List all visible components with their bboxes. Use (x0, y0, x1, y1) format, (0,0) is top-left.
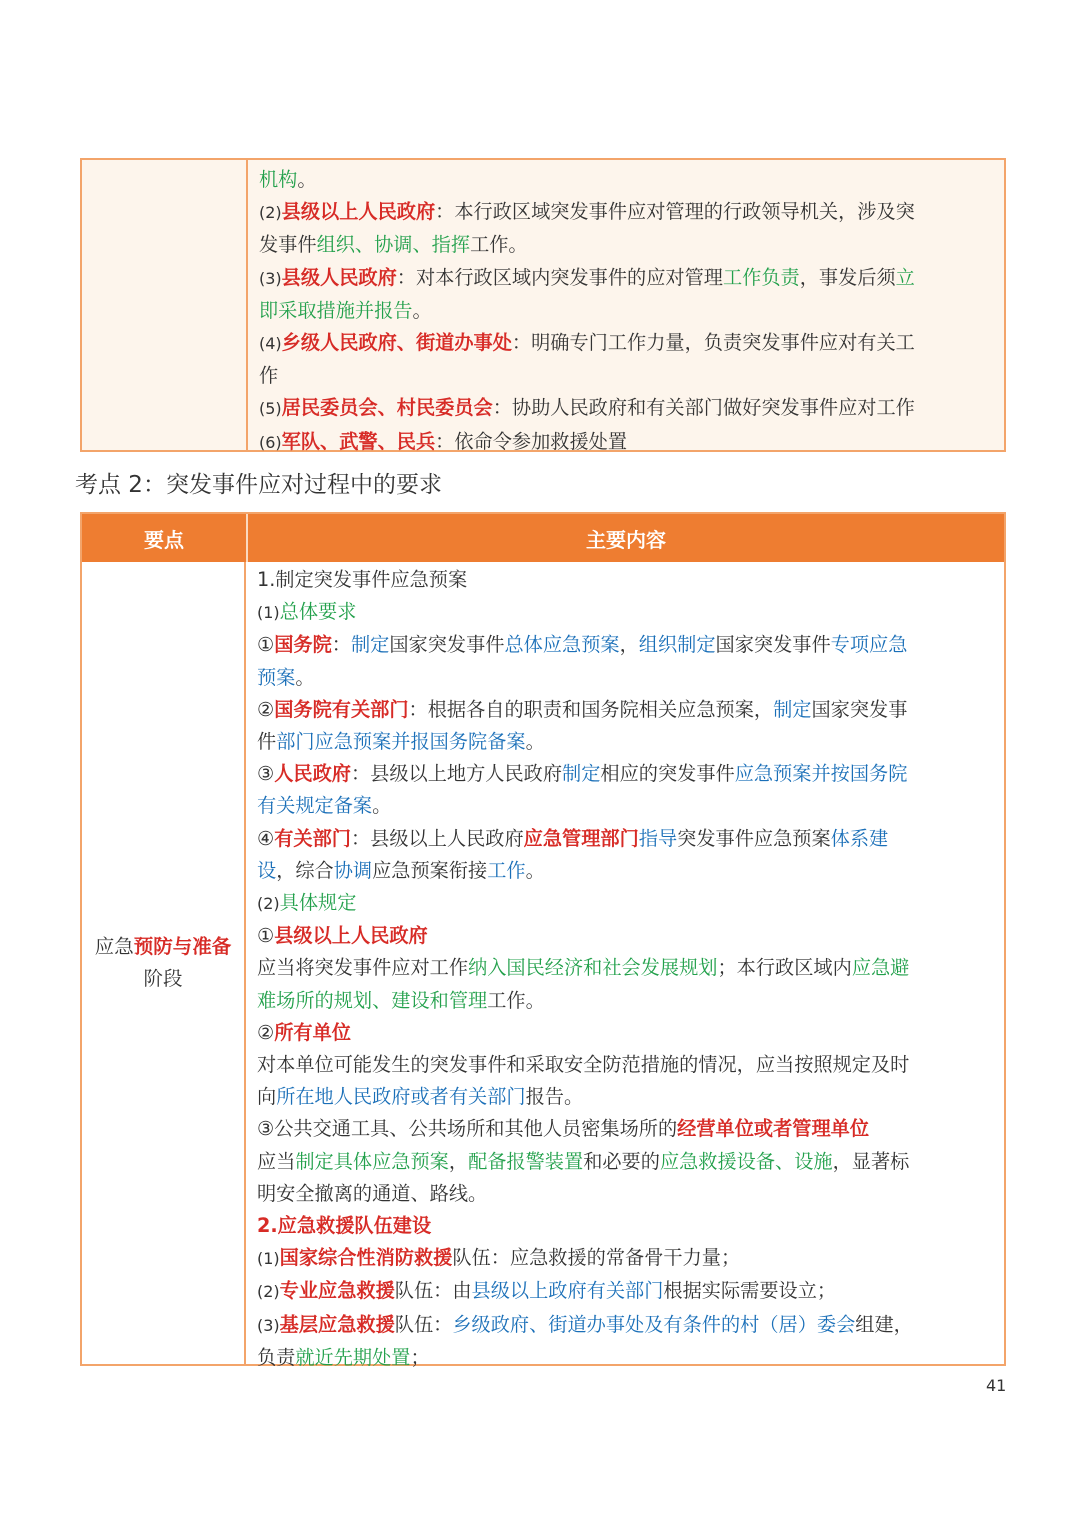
text-run: 作 (259, 364, 279, 388)
requirements-table (80, 512, 1006, 1369)
text-run: 组织制定 (638, 633, 716, 657)
text-line (257, 1342, 994, 1374)
text-run: 明安全撤离的通道、路线。 (257, 1181, 488, 1205)
text-line (259, 327, 994, 360)
text-run: ：协助人民政府和有关部门做好突发事件应对工作 (492, 396, 915, 420)
stage-text-run: 阶段 (143, 967, 183, 990)
section-title: 考点 2：突发事件应对过程中的要求 (75, 472, 442, 498)
text-run: 即采取措施并报告 (259, 298, 413, 322)
text-line (257, 1275, 994, 1308)
text-line (257, 887, 994, 920)
text-run: 基层应急救援 (279, 1312, 395, 1336)
text-line (257, 1081, 994, 1113)
text-run: 专业应急救援 (279, 1279, 395, 1303)
text-run: 立 (895, 265, 915, 289)
text-run: ， (619, 633, 639, 657)
text-run: 经营单位或者管理单位 (677, 1117, 870, 1141)
text-run: ：明确专门工作力量，负责突发事件应对有关工 (511, 331, 915, 355)
text-line (259, 262, 994, 295)
text-run: 国家综合性消防救援 (279, 1246, 453, 1270)
text-line (257, 1017, 994, 1049)
header-main-content: 主要内容 (586, 527, 666, 552)
text-run: ：本行政区域突发事件应对管理的行政领导机关，涉及突 (435, 200, 915, 224)
text-run: 制定具体应急预案 (295, 1149, 449, 1173)
text-run: 队伍：由 (394, 1279, 472, 1303)
text-run: 相应的突发事件 (600, 762, 735, 786)
text-run: 。 (297, 168, 317, 191)
text-line (257, 1113, 994, 1145)
text-run: 应急预案并按国务院 (734, 762, 908, 786)
text-run: ③公共交通工具、公共场所和其他人员密集场所的 (257, 1117, 678, 1141)
text-run: 工作 (487, 858, 526, 882)
text-run: (3) (259, 268, 282, 288)
text-run: 难场所的规划、建设和管理 (257, 988, 488, 1012)
text-line (257, 662, 994, 694)
text-run: 报告。 (525, 1085, 584, 1109)
text-run: 和必要的 (583, 1149, 660, 1173)
table-header-row (82, 514, 1004, 562)
text-line (257, 1146, 994, 1178)
text-run: 总体要求 (279, 600, 357, 624)
text-run: 国家突发事件 (389, 633, 505, 657)
text-run: 根据实际需要设立； (663, 1279, 837, 1303)
text-line (257, 694, 994, 726)
text-run: 2.应急救援队伍建设 (257, 1214, 432, 1238)
text-run: ：根据各自的职责和国务院相关应急预案， (408, 697, 774, 721)
text-run: ；本行政区域内 (717, 956, 852, 980)
text-run: 。 (525, 730, 545, 754)
text-run: (1) (257, 1249, 280, 1269)
text-run: ：依命令参加救援处置 (435, 429, 628, 453)
text-run: 应急避 (851, 956, 910, 980)
text-run: 应当将突发事件应对工作 (257, 956, 469, 980)
text-run: ， (448, 1149, 469, 1173)
text-line (257, 596, 994, 629)
text-run: 突发事件应急预案 (677, 826, 831, 850)
continued-table-key-cell (82, 160, 248, 450)
text-run: 向 (257, 1085, 277, 1109)
stage-text-run: 备 (211, 935, 232, 958)
text-line (257, 823, 994, 855)
text-run: 军队、武警、民兵 (281, 429, 436, 453)
text-run: 人民政府 (274, 762, 351, 786)
stage-cell (82, 562, 246, 1364)
text-run: 组建， (855, 1312, 913, 1336)
text-run: 。 (295, 665, 315, 689)
text-run: 专项应急 (830, 633, 908, 657)
main-content-cell (246, 562, 1004, 1369)
text-line (259, 392, 994, 425)
text-line (257, 726, 994, 758)
text-line (257, 920, 994, 952)
text-line (259, 164, 994, 196)
text-run: 指导 (638, 826, 678, 850)
text-run: 队伍：应急救援的常备骨干力量； (452, 1246, 741, 1270)
text-line (259, 360, 994, 392)
text-run: 工作负责 (722, 265, 800, 289)
text-line (257, 1049, 994, 1081)
text-run: (2) (257, 894, 280, 914)
text-run: 设 (257, 858, 277, 882)
text-run: 所在地人民政府或者有关部门 (276, 1085, 526, 1109)
table-body-row (82, 562, 1004, 1369)
text-run: ： (331, 633, 351, 657)
text-run: 纳入国民经济和社会发展规划 (468, 956, 718, 980)
text-run: (6) (259, 432, 282, 452)
text-line (257, 1242, 994, 1275)
text-line (257, 985, 994, 1017)
text-run: 队伍： (394, 1312, 453, 1336)
text-run: 制定 (350, 633, 390, 657)
text-run: 负责 (257, 1345, 296, 1369)
text-run: 。 (525, 858, 545, 882)
text-run: 应急管理部门 (523, 826, 639, 850)
text-run: 工作。 (470, 233, 528, 257)
text-line (257, 952, 994, 984)
text-run: ① (257, 924, 275, 948)
text-run: 1.制定突发事件应急预案 (257, 568, 468, 591)
text-run: 对本单位可能发生的突发事件和采取安全防范措施的情况，应当按照规定及时 (257, 1053, 910, 1077)
text-line (257, 1210, 994, 1242)
text-run: 县级以上政府有关部门 (471, 1279, 664, 1303)
text-run: 制定 (773, 697, 812, 721)
text-run: 国务院有关部门 (274, 697, 409, 721)
text-run: 制定 (562, 762, 601, 786)
text-run: ，事发后须 (799, 265, 896, 289)
text-run: ④ (257, 826, 275, 850)
text-line (257, 564, 994, 596)
text-run: 国家突发事件 (715, 633, 831, 657)
stage-text-run: 应急 (94, 935, 134, 958)
text-run: ：县级以上地方人民政府 (350, 762, 563, 786)
text-line (257, 790, 994, 822)
text-run: 总体应急预案 (504, 633, 620, 657)
text-line (259, 229, 994, 261)
text-run: 应急救援设备、设施 (659, 1149, 833, 1173)
text-run: 配备报警装置 (468, 1149, 584, 1173)
text-line (257, 1309, 994, 1342)
text-run: 协调 (333, 858, 373, 882)
text-run: (4) (259, 334, 282, 354)
text-run: ，显著标 (832, 1149, 910, 1173)
text-run: 。 (412, 298, 432, 322)
text-run: 乡级政府、街道办事处及有条件的村（居）委会 (452, 1312, 856, 1336)
text-run: 。 (372, 794, 392, 818)
text-run: ：县级以上人民政府 (350, 826, 524, 850)
text-line (259, 295, 994, 327)
text-run: (1) (257, 603, 280, 623)
text-run: 机构 (259, 168, 298, 191)
text-run: 县级以上人民政府 (274, 924, 428, 948)
text-run: 县级以上人民政府 (281, 200, 436, 224)
text-line (257, 758, 994, 790)
text-line (259, 196, 994, 229)
text-run: ，综合 (276, 858, 334, 882)
text-run: ； (410, 1345, 430, 1369)
text-run: 就近先期处置 (295, 1345, 411, 1369)
text-run: ② (257, 1020, 275, 1044)
text-run: 有关规定备案 (257, 794, 373, 818)
text-run: 国务院 (274, 633, 332, 657)
text-run: 有关部门 (274, 826, 351, 850)
text-line (257, 855, 994, 887)
text-run: 国家突发事 (811, 697, 908, 721)
text-run: 预案 (257, 665, 296, 689)
text-run: ：对本行政区域内突发事件的应对管理 (396, 265, 723, 289)
text-line (259, 426, 994, 459)
continued-table (80, 158, 1006, 452)
text-run: (2) (257, 1282, 280, 1302)
text-run: 工作。 (487, 988, 545, 1012)
text-line (257, 629, 994, 661)
text-run: (3) (257, 1315, 280, 1335)
page-number: 41 (986, 1376, 1007, 1395)
text-run: 具体规定 (279, 891, 357, 915)
text-run: 居民委员会、村民委员会 (281, 396, 493, 420)
text-run: 所有单位 (274, 1020, 351, 1044)
text-run: 件 (257, 730, 277, 754)
continued-table-content-cell (248, 160, 1004, 453)
text-run: ① (257, 633, 275, 657)
text-run: 应急预案衔接 (372, 858, 488, 882)
text-run: 县级人民政府 (281, 265, 397, 289)
text-run: 组织、协调、指挥 (316, 233, 471, 257)
text-run: ② (257, 697, 275, 721)
text-run: 乡级人民政府、街道办事处 (281, 331, 512, 355)
stage-text-run: 预防与准 (133, 935, 212, 958)
text-line (257, 1178, 994, 1210)
text-run: 部门应急预案并报国务院备案 (276, 730, 526, 754)
text-run: ③ (257, 762, 275, 786)
text-run: 应当 (257, 1149, 296, 1173)
text-run: (5) (259, 399, 282, 419)
text-run: (2) (259, 203, 282, 223)
header-key-points: 要点 (82, 514, 248, 562)
text-run: 体系建 (830, 826, 889, 850)
text-run: 发事件 (259, 233, 317, 257)
